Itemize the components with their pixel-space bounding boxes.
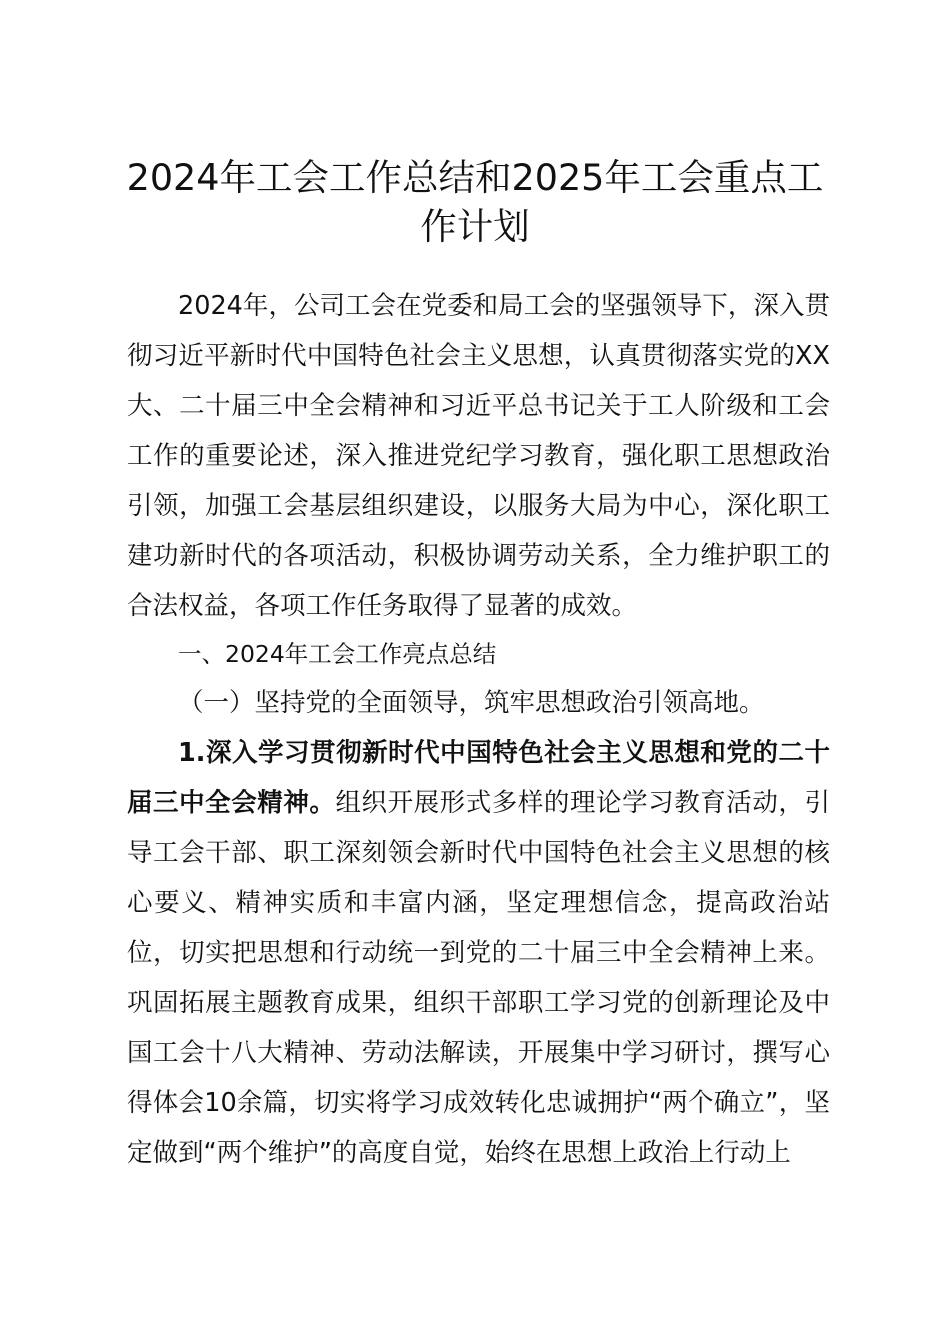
subsection-heading: （一）坚持党的全面领导，筑牢思想政治引领高地。 <box>178 688 765 718</box>
item-1-lead: 1.深入学习贯彻新时代中国特色社会主义思想和党的二十届三中全会精神。 <box>127 738 830 818</box>
intro-paragraph: 2024年，公司工会在党委和局工会的坚强领导下，深入贯彻习近平新时代中国特色社会主义思想，认真贯彻落实党的XX大、二十届三中全会精神和习近平总书记关于工人阶级和工会工作的重要论述，深入推进党纪学习教育，强化职工思想政治引领，加强工会基层组织建设，以服务大局为中心，深化职工建功新时代的各项活动，积极协调劳动关系，全力维护职工的合法权益，各项工作任务取得了显著的成效。 <box>127 291 830 621</box>
item-1-body: 组织开展形式多样的理论学习教育活动，引导工会干部、职工深刻领会新时代中国特色社会主义思想的核心要义、精神实质和丰富内涵，坚定理想信念，提高政治站位，切实把思想和行动统一到党的二十届三中全会精神上来。巩固拓展主题教育成果，组织干部职工学习党的创新理论及中国工会十八大精神、劳动法解读，开展集中学习研讨，撰写心得体会10余篇，切实将学习成效转化忠诚拥护“两个确立”，坚定做到“两个维护”的高度自觉，始终在思想上政治上行动上 <box>127 788 830 1168</box>
item-1-paragraph <box>127 728 830 1178</box>
section-heading: 一、2024年工会工作亮点总结 <box>178 640 497 668</box>
document-title: 2024年工会工作总结和2025年工会重点工作计划 <box>126 156 824 248</box>
